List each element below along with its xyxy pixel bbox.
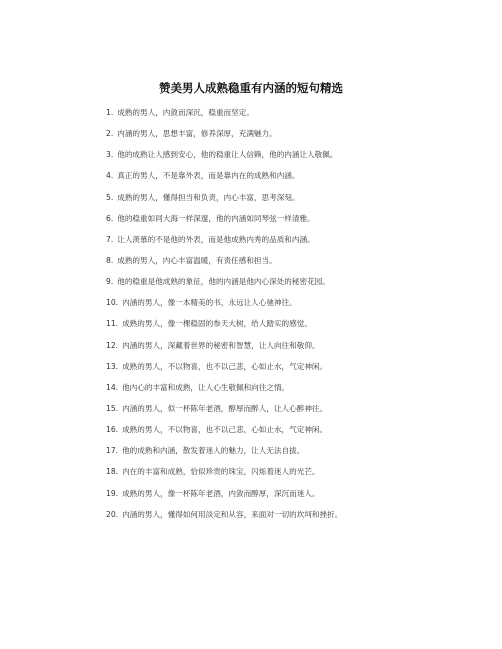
item-text: 内在的丰富和成熟，恰似珍贵的珠宝，闪烁着迷人的光芒。 [122, 467, 320, 477]
list-item [106, 402, 342, 423]
item-number: 13. [106, 361, 119, 371]
list-item [106, 106, 342, 127]
list-item [106, 339, 342, 360]
list-item [106, 508, 342, 529]
item-number: 17. [106, 446, 119, 456]
item-number: 3. [106, 150, 114, 160]
item-number: 18. [106, 467, 119, 477]
item-text: 成熟的男人，不以物喜，也不以己悲，心如止水，气定神闲。 [122, 361, 328, 371]
document-title: 赞美男人成熟稳重有内涵的短句精选 [159, 81, 343, 95]
item-text: 内涵的男人，似一杯陈年老酒，醇厚而醉人，让人心醉神往。 [122, 403, 328, 413]
item-number: 7. [106, 234, 114, 244]
item-number: 12. [106, 340, 119, 350]
item-text: 真正的男人，不是靠外表，而是靠内在的成熟和内涵。 [117, 171, 300, 181]
item-text: 他的稳重是他成熟的象征，他的内涵是他内心深处的秘密花园。 [117, 277, 330, 287]
list-item [106, 487, 342, 508]
item-text: 成熟的男人，内心丰富温暖，有责任感和担当。 [117, 255, 277, 265]
item-text: 他的稳重如同大海一样深邃，他的内涵如同琴弦一样清雅。 [117, 213, 315, 223]
list-item [106, 127, 342, 148]
item-text: 成熟的男人，像一杯陈年老酒，内敛而醇厚，深沉而迷人。 [122, 488, 320, 498]
item-text: 内涵的男人，思想丰富，修养深厚，充满魅力。 [117, 129, 277, 139]
list-item [106, 254, 342, 275]
item-number: 10. [106, 298, 119, 308]
item-number: 15. [106, 403, 119, 413]
item-text: 让人羡慕的不是他的外表，而是他成熟内秀的品质和内涵。 [117, 234, 315, 244]
item-number: 1. [106, 108, 114, 117]
item-number: 5. [106, 192, 114, 202]
item-number: 6. [106, 213, 114, 223]
list-item [106, 169, 342, 190]
item-number: 20. [106, 509, 119, 519]
list-item [106, 423, 342, 444]
item-text: 成熟的男人，不以物喜，也不以己悲，心如止水，气定神闲。 [122, 425, 328, 435]
list-item [106, 191, 342, 212]
list-item [106, 360, 342, 381]
item-text: 内涵的男人，像一本精美的书，永远让人心驰神往。 [122, 298, 297, 308]
list-item [106, 212, 342, 233]
list-item [106, 317, 342, 338]
item-number: 9. [106, 277, 114, 287]
item-text: 内涵的男人，懂得如何用淡定和从容，来面对一切的坎坷和挫折。 [122, 509, 343, 519]
item-text: 他内心的丰富和成熟，让人心生敬佩和向往之情。 [122, 382, 290, 392]
item-text: 他的成熟和内涵，散发着迷人的魅力，让人无法自拔。 [122, 446, 305, 456]
item-text: 他的成熟让人感到安心，他的稳重让人信赖，他的内涵让人敬佩。 [117, 150, 338, 160]
item-number: 11. [106, 319, 119, 329]
item-number: 8. [106, 255, 114, 265]
item-text: 成熟的男人，懂得担当和负责，内心丰富，思考深刻。 [117, 192, 300, 202]
list-item [106, 275, 342, 296]
list-item [106, 381, 342, 402]
item-number: 2. [106, 129, 114, 139]
sentence-list [106, 106, 342, 529]
list-item [106, 233, 342, 254]
item-number: 19. [106, 488, 119, 498]
list-item [106, 148, 342, 169]
item-text: 内涵的男人，深藏着世界的秘密和智慧，让人向往和敬仰。 [122, 340, 320, 350]
list-item [106, 465, 342, 486]
item-number: 4. [106, 171, 114, 181]
list-item [106, 444, 342, 465]
list-item [106, 296, 342, 317]
item-text: 成熟的男人，像一棵稳固的参天大树，给人踏实的感觉。 [122, 319, 312, 329]
item-text: 成熟的男人，内敛而深沉，稳重而坚定。 [117, 108, 254, 117]
item-number: 14. [106, 382, 119, 392]
item-number: 16. [106, 425, 119, 435]
